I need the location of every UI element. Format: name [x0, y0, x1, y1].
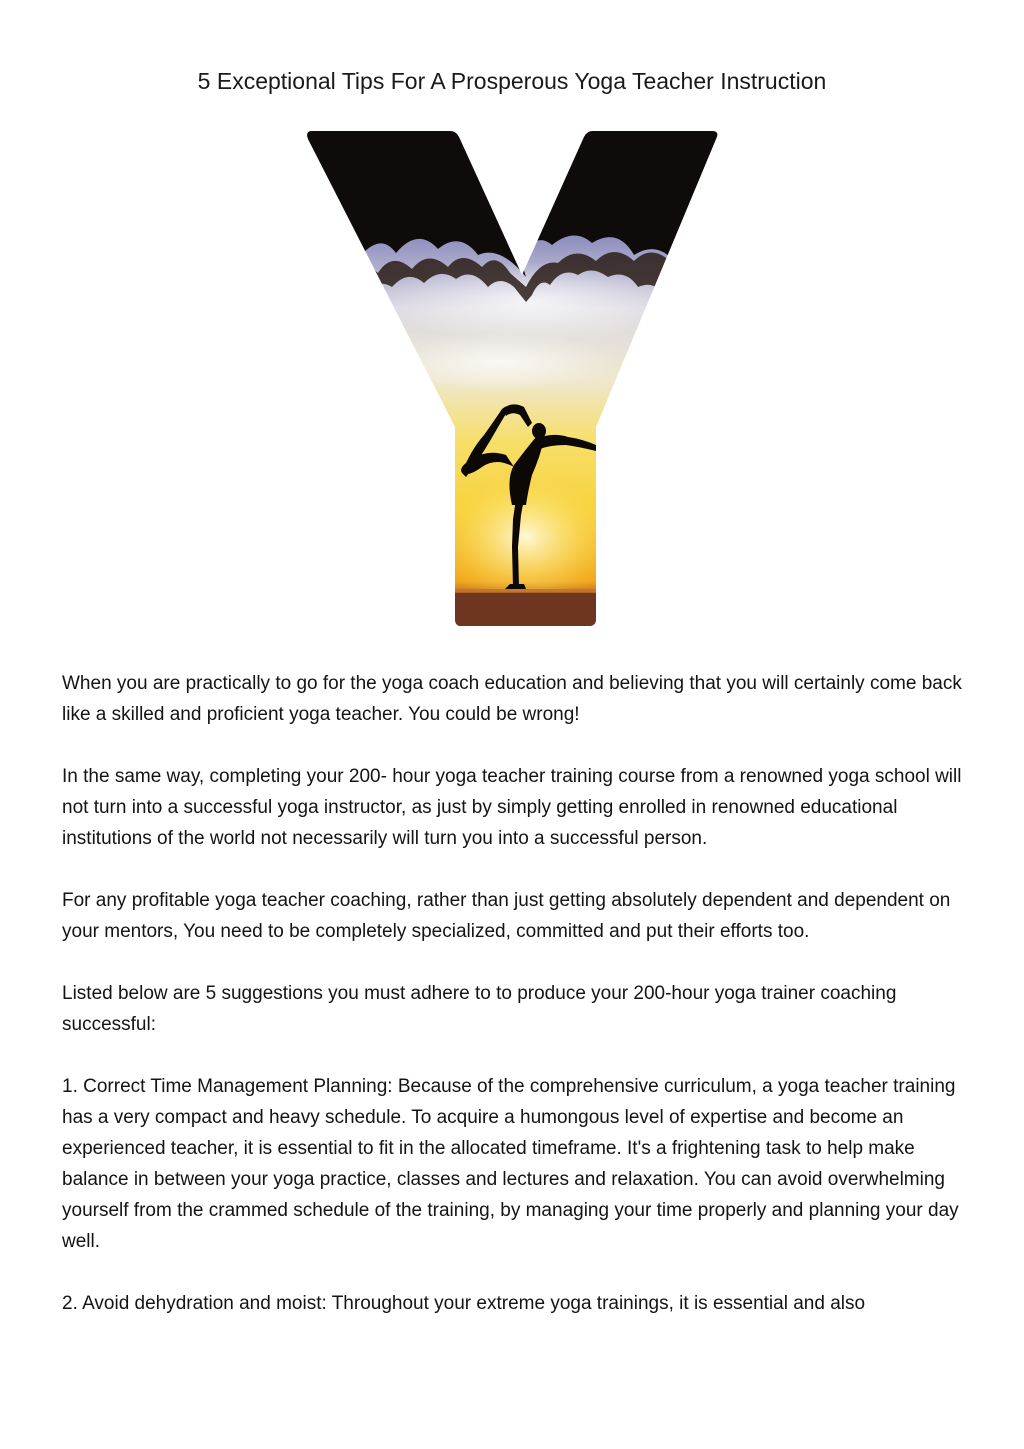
paragraph-intro: When you are practically to go for the yoga coach education and believing that you will certainly come back like a skilled and proficient yoga teacher. You could be wrong! — [62, 673, 962, 725]
page-title: 5 Exceptional Tips For A Prosperous Yoga Teacher Instruction — [197, 68, 827, 94]
paragraph-suggestions-intro: Listed below are 5 suggestions you must adhere to to produce your 200-hour yoga trainer coaching successful: — [62, 983, 897, 1035]
paragraph-200-hour: In the same way, completing your 200- hour yoga teacher training course from a renowned yoga school will not turn into a successful yoga instructor, as just by simply getting enrolled in renowned educational institutions of the world not necessarily will turn you into a successful person. — [62, 766, 962, 849]
yoga-letter-y-icon — [300, 127, 724, 632]
paragraph-tip-2: 2. Avoid dehydration and moist: Throughout your extreme yoga trainings, it is essential and also — [62, 1293, 866, 1314]
paragraph-profitable-coaching: For any profitable yoga teacher coaching, rather than just getting absolutely dependent and dependent on your mentors, You need to be completely specialized, committed and put their efforts too. — [62, 890, 951, 942]
paragraph-tip-1: 1. Correct Time Management Planning: Because of the comprehensive curriculum, a yoga teacher training has a very compact and heavy schedule. To acquire a humongous level of expertise and become an experienced teacher, it is essential to fit in the allocated timeframe. It's a frightening task to help make balance in between your yoga practice, classes and lectures and relaxation. You can avoid overwhelming yourself from the crammed schedule of the training, by managing your time properly and planning your day well. — [62, 1076, 959, 1252]
article-body — [62, 668, 982, 1350]
hero-image — [300, 127, 724, 632]
